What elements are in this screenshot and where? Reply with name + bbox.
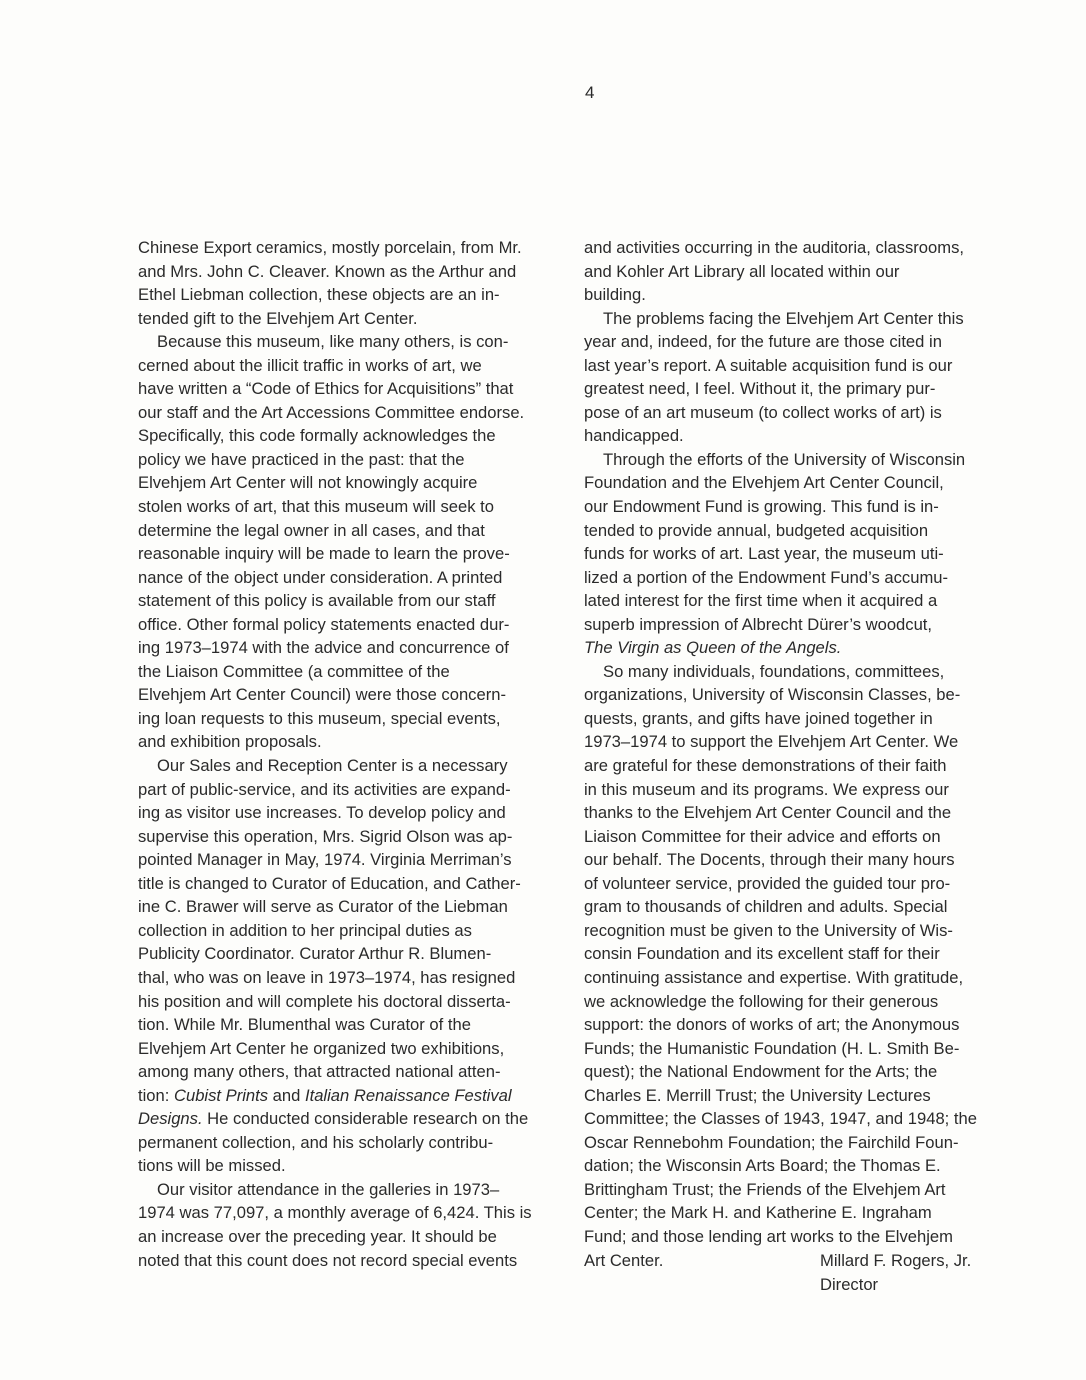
text-line: funds for works of art. Last year, the museum uti- [584,544,944,564]
text-line [584,636,1008,660]
page-number: 4 [585,83,595,102]
text-line: the Liaison Committee (a committee of the [138,661,450,681]
text-line: are grateful for these demonstrations of their faith [584,756,947,776]
text-line: greatest need, I feel. Without it, the primary pur- [584,379,936,399]
text-line: tended gift to the Elvehjem Art Center. [138,308,418,328]
text-line [138,1107,566,1131]
text-line: Our Sales and Reception Center is a necessary [157,756,508,776]
text-line: Elvehjem Art Center Council) were those concern- [138,685,506,705]
text-line: Ethel Liebman collection, these objects are an in- [138,285,500,305]
signatory-name: Millard F. Rogers, Jr. [820,1251,972,1270]
text-line: Brittingham Trust; the Friends of the Elvehjem Art [584,1179,946,1199]
text-line: and exhibition proposals. [138,732,322,752]
text-line: Committee; the Classes of 1943, 1947, and 1948; the [584,1109,977,1129]
text-segment: tion: [138,1085,174,1105]
text-line: stolen works of art, that this museum will seek to [138,497,494,517]
text-line: Our visitor attendance in the galleries in 1973– [157,1179,500,1199]
text-line: tended to provide annual, budgeted acquisition [584,520,929,540]
text-line: Fund; and those lending art works to the Elvehjem [584,1226,953,1246]
text-line: ing 1973–1974 with the advice and concurrence of [138,638,509,658]
text-line: thal, who was on leave in 1973–1974, has resigned [138,967,516,987]
signature-block [820,1249,971,1296]
text-line: statement of this policy is available from our staff [138,591,496,611]
text-line: gram to thousands of children and adults. Special [584,897,948,917]
italic-title: Designs. [138,1109,203,1129]
text-line: 1974 was 77,097, a monthly average of 6,424. This is [138,1203,532,1223]
text-line: noted that this count does not record special events [138,1250,518,1270]
text-line: Elvehjem Art Center will not knowingly acquire [138,473,478,493]
text-line: year and, indeed, for the future are those cited in [584,332,942,352]
text-line: collection in addition to her principal duties as [138,920,472,940]
text-line: Center; the Mark H. and Katherine E. Ingraham [584,1203,932,1223]
text-line: ing loan requests to this museum, special events, [138,708,501,728]
text-line: Chinese Export ceramics, mostly porcelain, from Mr. [138,238,522,257]
text-line: policy we have practiced in the past: that the [138,449,465,469]
text-line: Foundation and the Elvehjem Art Center Council, [584,473,944,493]
text-line: reasonable inquiry will be made to learn the prove- [138,544,510,564]
text-line: his position and will complete his doctoral disserta- [138,991,511,1011]
text-line: Liaison Committee for their advice and efforts on [584,826,941,846]
text-segment: He conducted considerable research on the [202,1109,529,1129]
text-line: Art Center. [584,1250,664,1270]
text-line: in this museum and its programs. We express our [584,779,949,799]
text-line: part of public-service, and its activities are expand- [138,779,511,799]
text-line: consin Foundation and its excellent staff for their [584,944,940,964]
text-line: superb impression of Albrecht Dürer’s woodcut, [584,614,933,634]
text-line: ine C. Brawer will serve as Curator of the Liebman [138,897,508,917]
text-line: of volunteer service, provided the guided tour pro- [584,873,951,893]
text-line: Through the efforts of the University of Wisconsin [603,449,966,469]
text-line: last year’s report. A suitable acquisition fund is our [584,355,953,375]
text-line: recognition must be given to the University of Wis- [584,920,953,940]
text-line: Because this museum, like many others, is con- [157,332,509,352]
text-line: Specifically, this code formally acknowledges the [138,426,496,446]
text-line: cerned about the illicit traffic in works of art, we [138,355,482,375]
text-line: and activities occurring in the auditoria, classrooms, [584,238,964,257]
text-line: thanks to the Elvehjem Art Center Council and the [584,803,952,823]
text-line [138,1084,566,1108]
italic-title: Italian Renaissance Festival [304,1085,512,1105]
text-line: title is changed to Curator of Education, and Cather- [138,873,521,893]
text-line: Oscar Rennebohm Foundation; the Fairchild Foun- [584,1132,959,1152]
left-text-column [138,236,566,1272]
text-line: office. Other formal policy statements enacted dur- [138,614,510,634]
right-text-column [584,236,1008,1272]
text-line: support: the donors of works of art; the Anonymous [584,1015,960,1035]
text-line: lized a portion of the Endowment Fund’s accumu- [584,567,949,587]
signatory-title: Director [820,1274,879,1294]
text-line: handicapped. [584,426,684,446]
text-line: Publicity Coordinator. Curator Arthur R. Blumen- [138,944,492,964]
text-line: permanent collection, and his scholarly contribu- [138,1132,494,1152]
text-line: So many individuals, foundations, committees, [603,661,945,681]
italic-title: Cubist Prints [173,1085,269,1105]
text-line: pointed Manager in May, 1974. Virginia Merriman’s [138,850,512,870]
text-line: The problems facing the Elvehjem Art Center this [603,308,964,328]
italic-title: The Virgin as Queen of the Angels. [584,638,842,658]
text-line: our behalf. The Docents, through their many hours [584,850,955,870]
text-line: among many others, that attracted national atten- [138,1062,501,1082]
text-line: 1973–1974 to support the Elvehjem Art Center. We [584,732,959,752]
text-line: and Mrs. John C. Cleaver. Known as the Arthur and [138,261,517,281]
text-line: lated interest for the first time when it acquired a [584,591,938,611]
text-line: we acknowledge the following for their generous [584,991,939,1011]
text-line: building. [584,285,646,305]
text-line: determine the legal owner in all cases, and that [138,520,485,540]
text-line: quests, grants, and gifts have joined together in [584,708,933,728]
text-line: ing as visitor use increases. To develop policy and [138,803,506,823]
text-line: Funds; the Humanistic Foundation (H. L. Smith Be- [584,1038,960,1058]
text-line: have written a “Code of Ethics for Acquisitions” that [138,379,514,399]
text-line: continuing assistance and expertise. With gratitude, [584,967,964,987]
text-line: dation; the Wisconsin Arts Board; the Thomas E. [584,1156,941,1176]
text-line: our Endowment Fund is growing. This fund is in- [584,497,939,517]
text-line: tion. While Mr. Blumenthal was Curator of the [138,1015,471,1035]
text-line: quest); the National Endowment for the Arts; the [584,1062,938,1082]
text-line: Elvehjem Art Center he organized two exhibitions, [138,1038,505,1058]
text-line: pose of an art museum (to collect works of art) is [584,402,942,422]
text-line: tions will be missed. [138,1156,286,1176]
text-line: organizations, University of Wisconsin Classes, be- [584,685,961,705]
text-line: an increase over the preceding year. It should be [138,1226,497,1246]
text-line: and Kohler Art Library all located within our [584,261,900,281]
text-line: Charles E. Merrill Trust; the University Lectures [584,1085,931,1105]
text-segment: and [268,1085,305,1105]
text-line: nance of the object under consideration. A printed [138,567,503,587]
text-line: supervise this operation, Mrs. Sigrid Olson was ap- [138,826,513,846]
text-line: our staff and the Art Accessions Committee endorse. [138,402,525,422]
